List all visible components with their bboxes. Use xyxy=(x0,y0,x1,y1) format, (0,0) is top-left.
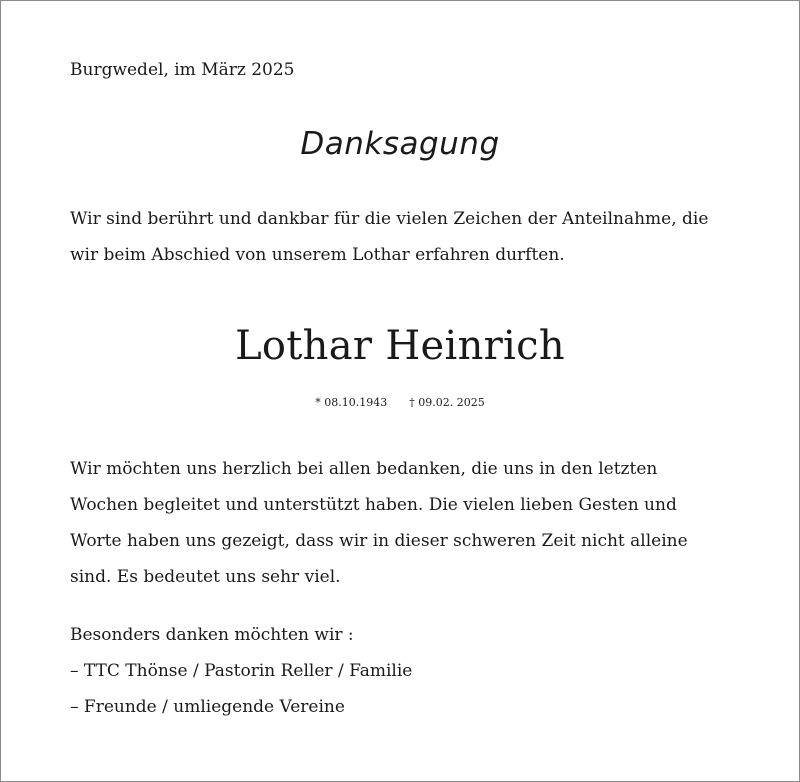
intro-line: wir beim Abschied von unserem Lothar erfahren durften. xyxy=(70,245,565,265)
body-line: Wochen begleitet und unterstützt haben. Die vielen lieben Gesten und xyxy=(70,495,677,515)
notice-title: Danksagung xyxy=(300,126,500,162)
body-line: Wir möchten uns herzlich bei allen bedanken, die uns in den letzten xyxy=(70,459,658,479)
intro-line: Wir sind berührt und dankbar für die vielen Zeichen der Anteilnahme, die xyxy=(70,209,709,229)
body-paragraph xyxy=(70,451,730,595)
thanks-heading: Besonders danken möchten wir : xyxy=(70,625,354,645)
birth-date: * 08.10.1943 xyxy=(315,396,388,409)
thanks-list xyxy=(70,617,730,725)
thanks-item: – Freunde / umliegende Vereine xyxy=(70,697,345,717)
death-date: † 09.02. 2025 xyxy=(409,396,485,409)
thanks-item: – TTC Thönse / Pastorin Reller / Familie xyxy=(70,661,413,681)
place-date: Burgwedel, im März 2025 xyxy=(70,60,295,80)
intro-paragraph xyxy=(70,201,730,273)
life-dates xyxy=(0,396,800,409)
deceased-name: Lothar Heinrich xyxy=(235,323,565,369)
body-line: Worte haben uns gezeigt, dass wir in dieser schweren Zeit nicht alleine xyxy=(70,531,688,551)
body-line: sind. Es bedeutet uns sehr viel. xyxy=(70,567,341,587)
